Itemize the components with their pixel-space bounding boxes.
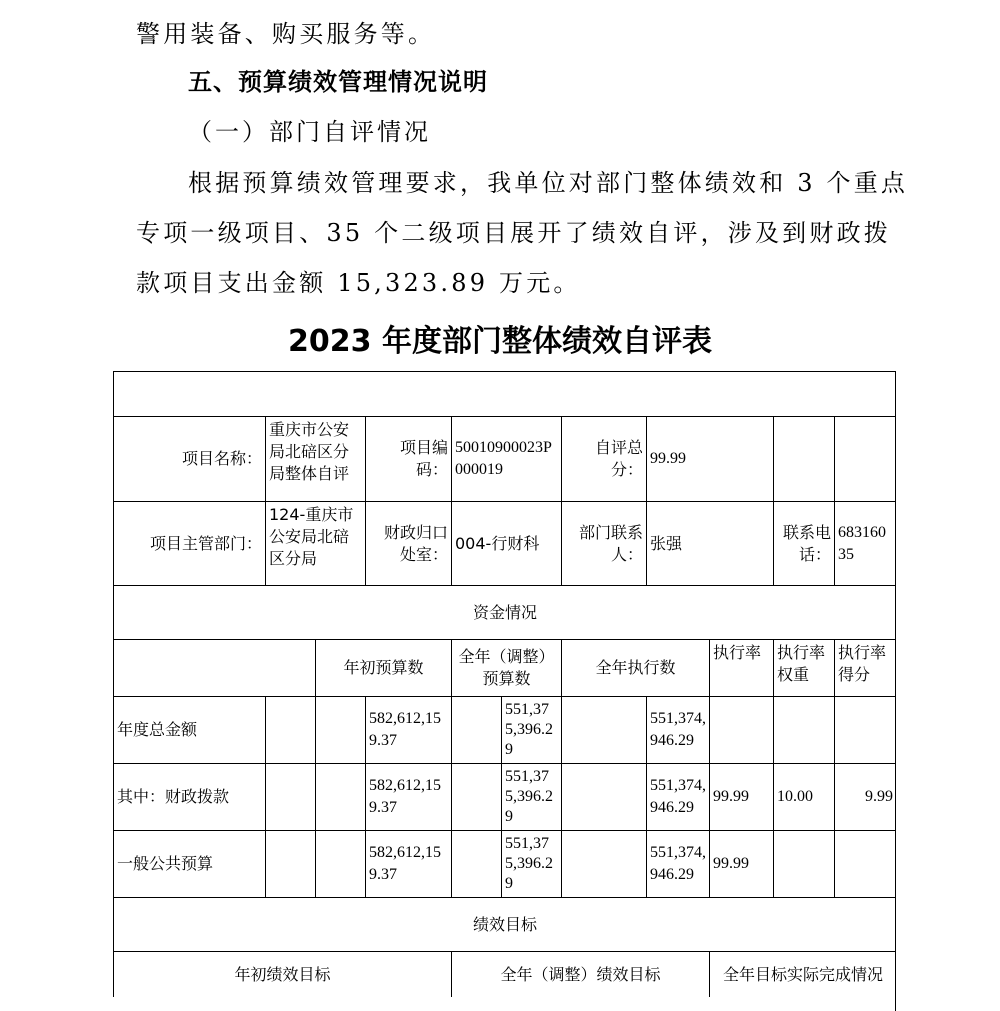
weight-value <box>773 696 834 763</box>
row-label: 其中：财政拨款 <box>113 763 265 830</box>
sub-heading: （一）部门自评情况 <box>188 118 431 146</box>
finance-office-label: 财政归口处室： <box>365 501 451 585</box>
blank-top-row <box>113 371 896 416</box>
executed-value: 551,374,946.29 <box>646 763 709 830</box>
project-code-value: 50010900023P000019 <box>451 416 561 501</box>
col-execution-rate: 执行率 <box>709 639 773 696</box>
adjusted-budget-value: 551,375,396.29 <box>501 763 561 830</box>
rate-value: 99.99 <box>709 830 773 897</box>
funds-header: 资金情况 <box>113 585 896 639</box>
weight-value <box>773 830 834 897</box>
blank-cell <box>451 830 501 897</box>
blank-cell <box>773 416 834 501</box>
blank-cell <box>315 830 365 897</box>
col-rate-score: 执行率得分 <box>834 639 896 696</box>
self-score-value: 99.99 <box>646 416 773 501</box>
initial-budget-value: 582,612,159.37 <box>365 696 451 763</box>
table-title: 2023 年度部门整体绩效自评表 <box>288 324 712 359</box>
executed-value: 551,374,946.29 <box>646 830 709 897</box>
dept-value: 124-重庆市公安局北碚区分局 <box>265 501 365 585</box>
score-value <box>834 696 896 763</box>
adjusted-budget-value: 551,375,396.29 <box>501 830 561 897</box>
blank-cell <box>265 696 315 763</box>
rate-value: 99.99 <box>709 763 773 830</box>
perf-adjusted-header: 全年（调整）绩效目标 <box>451 951 709 997</box>
row-label: 一般公共预算 <box>113 830 265 897</box>
blank-cell <box>113 639 315 696</box>
intro-line-0: 警用装备、购买服务等。 <box>136 20 436 48</box>
self-score-label: 自评总分： <box>561 416 646 501</box>
project-code-label: 项目编码： <box>365 416 451 501</box>
row-label: 年度总金额 <box>113 696 265 763</box>
blank-cell <box>834 416 896 501</box>
perf-initial-header: 年初绩效目标 <box>113 951 451 997</box>
blank-cell <box>265 830 315 897</box>
phone-label: 联系电话： <box>773 501 834 585</box>
dept-label: 项目主管部门： <box>113 501 265 585</box>
rate-value <box>709 696 773 763</box>
col-rate-weight: 执行率权重 <box>773 639 834 696</box>
section-heading: 五、预算绩效管理情况说明 <box>188 68 488 96</box>
contact-value: 张强 <box>646 501 773 585</box>
blank-cell <box>561 696 646 763</box>
col-initial-budget: 年初预算数 <box>315 639 451 696</box>
score-value: 9.99 <box>834 763 896 830</box>
blank-cell <box>265 763 315 830</box>
blank-cell <box>561 830 646 897</box>
blank-cell <box>451 763 501 830</box>
perf-actual-header: 全年目标实际完成情况 <box>709 951 896 997</box>
col-adjusted-budget: 全年（调整）预算数 <box>451 639 561 696</box>
performance-header: 绩效目标 <box>113 897 896 951</box>
score-value <box>834 830 896 897</box>
initial-budget-value: 582,612,159.37 <box>365 763 451 830</box>
blank-cell <box>315 763 365 830</box>
weight-value: 10.00 <box>773 763 834 830</box>
self-evaluation-table <box>113 371 896 1011</box>
adjusted-budget-value: 551,375,396.29 <box>501 696 561 763</box>
blank-cell <box>315 696 365 763</box>
finance-office-value: 004-行财科 <box>451 501 561 585</box>
paragraph-line-2: 专项一级项目、35 个二级项目展开了绩效自评，涉及到财政拨 <box>136 219 891 247</box>
paragraph-line-3: 款项目支出金额 15,323.89 万元。 <box>136 269 581 297</box>
blank-cell <box>451 696 501 763</box>
executed-value: 551,374,946.29 <box>646 696 709 763</box>
paragraph-line-1: 根据预算绩效管理要求，我单位对部门整体绩效和 3 个重点 <box>188 169 909 197</box>
contact-label: 部门联系人： <box>561 501 646 585</box>
phone-value: 68316035 <box>834 501 896 585</box>
blank-cell <box>561 763 646 830</box>
col-executed: 全年执行数 <box>561 639 709 696</box>
initial-budget-value: 582,612,159.37 <box>365 830 451 897</box>
project-name-label: 项目名称： <box>113 416 265 501</box>
project-name-value: 重庆市公安局北碚区分局整体自评 <box>265 416 365 501</box>
